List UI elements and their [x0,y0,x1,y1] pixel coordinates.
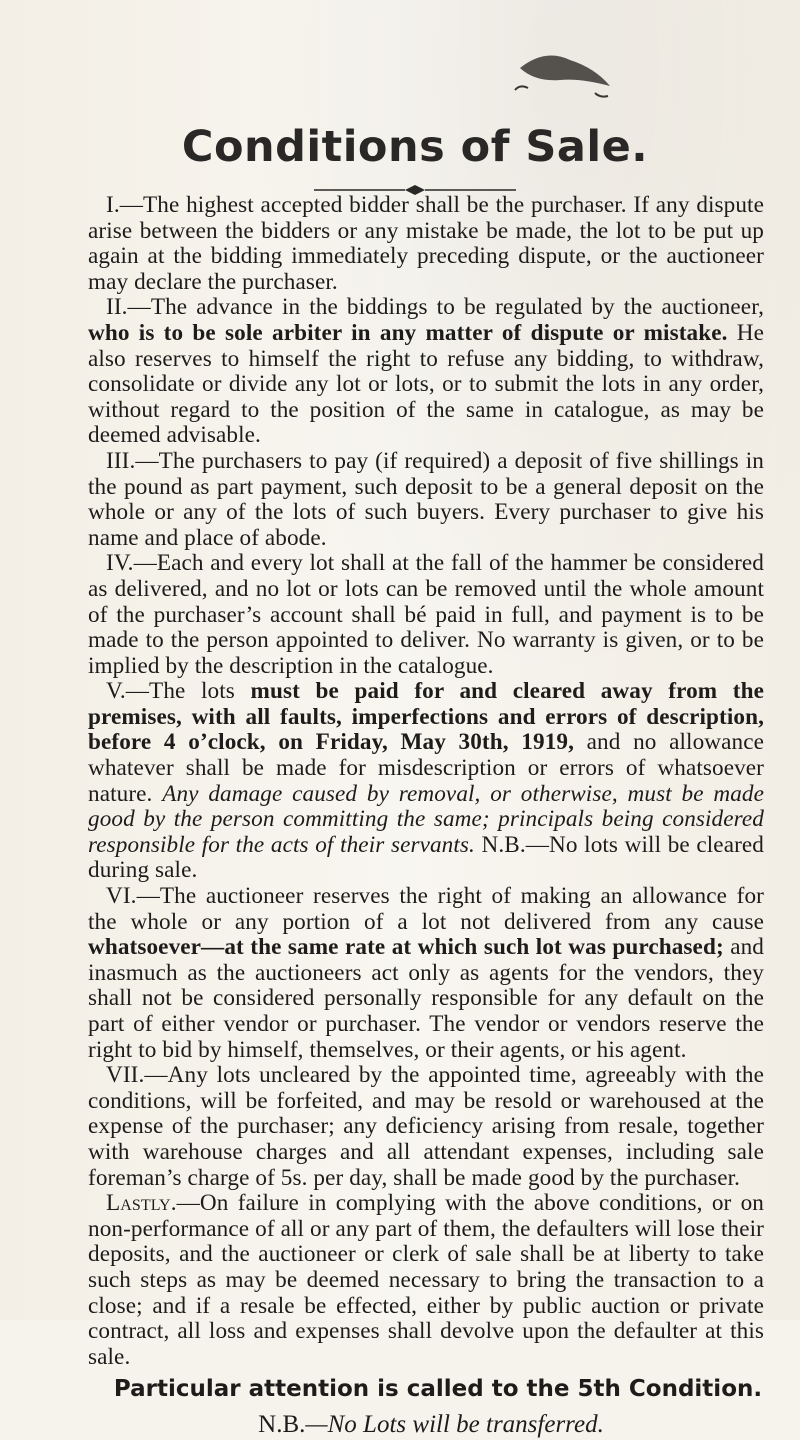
page-title: Conditions of Sale. [181,122,649,172]
transfer-note: N.B.—No Lots will be transferred. [258,1411,604,1439]
condition-lastly: Lastly.—On failure in complying with the above conditions, or on non-performance of all or any part of them, the defaulters will lose their deposits, and the auctioneer or clerk of sale shall be at liberty to take such steps as may be deemed necessary to bring the transaction to a close; and if a resale be effected, either by public auction or private contract, all loss and expenses shall devolve upon the defaulter at this sale. [88,1190,764,1370]
condition-3: III.—The purchasers to pay (if required) a deposit of five shillings in the pound as part payment, such deposit to be a general deposit on the whole or any of the lots of such buyers. Every purchaser to give his name and place of abode. [88,447,764,551]
condition-7: VII.—Any lots uncleared by the appointed time, agreeably with the conditions, will be forfeited, and may be resold or warehoused at the expense of the purchaser; any deficiency arising from resale, together with warehouse charges and all attendant expenses, including sale foreman’s charge of 5s. per day, shall be made good by the purchaser. [88,1062,764,1191]
condition-1: I.—The highest accepted bidder shall be the purchaser. If any dispute arise between the bidders or any mistake be made, the lot to be put up again at the bidding immediately preceding dispute, or the auctioneer may declare the purchaser. [88,192,764,295]
condition-4: IV.—Each and every lot shall at the fall of the hammer be considered as delivered, and no lot or lots can be removed until the whole amount of the purchaser’s account shall bé paid in full, and payment is to be made to the person appointed to deliver. No warranty is given, or to be implied by the description in the catalogue. [88,550,764,679]
condition-6: VI.—The auctioneer reserves the right of making an allowance for the whole or any portion of a lot not delivered from any cause whatsoever—at the same rate at which such lot was purchased; and inasmuch as the auctioneers act only as agents for the vendors, they shall not be considered personally responsible for any default on the part of either vendor or purchaser. The vendor or vendors reserve the right to bid by himself, themselves, or their agents, or his agent. [88,883,764,1063]
condition-5: V.—The lots must be paid for and cleared away from the premises, with all faults, imperfections and errors of description, before 4 o’clock, on Friday, May 30th, 1919, and no allowance whatever shall be made for misdescription or errors of whatsoever nature. Any damage caused by removal, or otherwise, must be made good by the person committing the same; principals being considered responsible for the acts of their servants. N.B.—No lots will be cleared during sale. [88,678,764,884]
attention-notice: Particular attention is called to the 5th Condition. [113,1376,763,1403]
printer-ornament-icon [500,38,630,108]
condition-2: II.—The advance in the biddings to be regulated by the auctioneer, who is to be sole arbiter in any matter of dispute or mistake. He also reserves to himself the right to refuse any bidding, to withdraw, consolidate or divide any lot or lots, or to submit the lots in any order, without regard to the position of the same in catalogue, as may be deemed advisable. [88,294,764,449]
conditions-body [88,193,764,1440]
